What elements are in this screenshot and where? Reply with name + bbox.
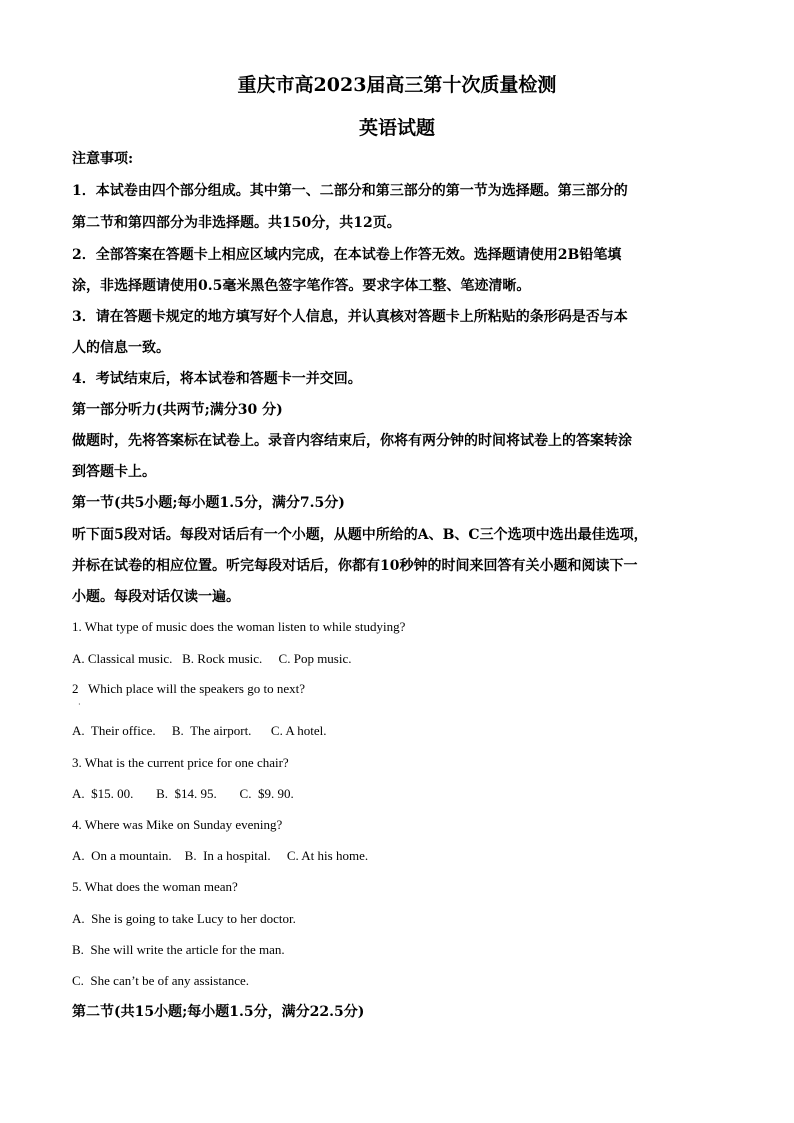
part1-instructions-line-2: 到答题卡上。: [72, 464, 156, 480]
question-2: 2 Which place will the speakers go to next?: [72, 681, 305, 696]
part1-heading: 第一部分听力(共两节;满分30 分): [72, 402, 283, 418]
section1-instructions-line-2: 并标在试卷的相应位置。听完每段对话后，你都有10秒钟的时间来回答有关小题和阅读下一: [72, 558, 638, 574]
question-1-options: A. Classical music. B. Rock music. C. Pop music.: [72, 651, 352, 666]
notice-heading: 注意事项:: [72, 151, 134, 167]
question-5: 5. What does the woman mean?: [72, 879, 238, 894]
section1-instructions-line-1: 听下面5段对话。每段对话后有一个小题，从题中所给的A、B、C三个选项中选出最佳选项，: [72, 527, 648, 543]
notice-item-4: 4．考试结束后，将本试卷和答题卡一并交回。: [72, 371, 362, 387]
section2-heading: 第二节(共15小题;每小题1.5分，满分22.5分): [72, 1004, 365, 1020]
question-5-option-c: C. She can’t be of any assistance.: [72, 973, 250, 988]
question-5-option-b: B. She will write the article for the man.: [72, 942, 285, 957]
question-1: 1. What type of music does the woman listen to while studying?: [72, 619, 406, 634]
question-3-options: A. $15. 00. B. $14. 95. C. $9. 90.: [72, 786, 294, 801]
notice-item-2-line-1: 2．全部答案在答题卡上相应区域内完成，在本试卷上作答无效。选择题请使用2B铅笔填: [72, 247, 622, 263]
exam-subtitle: 英语试题: [358, 117, 435, 139]
notice-item-3-line-2: 人的信息一致。: [72, 340, 170, 356]
question-4-options: A. On a mountain. B. In a hospital. C. At his home.: [72, 848, 369, 863]
notice-item-3-line-1: 3．请在答题卡规定的地方填写好个人信息，并认真核对答题卡上所粘贴的条形码是否与本: [72, 309, 628, 325]
stray-dot: ·: [78, 700, 81, 709]
question-3: 3. What is the current price for one chair?: [72, 755, 289, 770]
question-4: 4. Where was Mike on Sunday evening?: [72, 817, 283, 832]
part1-instructions-line-1: 做题时，先将答案标在试卷上。录音内容结束后，你将有两分钟的时间将试卷上的答案转涂: [72, 433, 632, 449]
exam-title: 重庆市高2023届高三第十次质量检测: [237, 74, 557, 96]
section1-heading: 第一节(共5小题;每小题1.5分，满分7.5分): [72, 495, 345, 511]
question-5-option-a: A. She is going to take Lucy to her doctor.: [72, 911, 296, 926]
notice-item-1-line-2: 第二节和第四部分为非选择题。共150分，共12页。: [72, 215, 401, 231]
section1-instructions-line-3: 小题。每段对话仅读一遍。: [72, 589, 240, 605]
notice-item-2-line-2: 涂，非选择题请使用0.5毫米黑色签字笔作答。要求字体工整、笔迹清晰。: [72, 278, 531, 294]
notice-item-1-line-1: 1．本试卷由四个部分组成。其中第一、二部分和第三部分的第一节为选择题。第三部分的: [72, 183, 628, 199]
question-2-options: A. Their office. B. The airport. C. A hotel.: [72, 723, 327, 738]
